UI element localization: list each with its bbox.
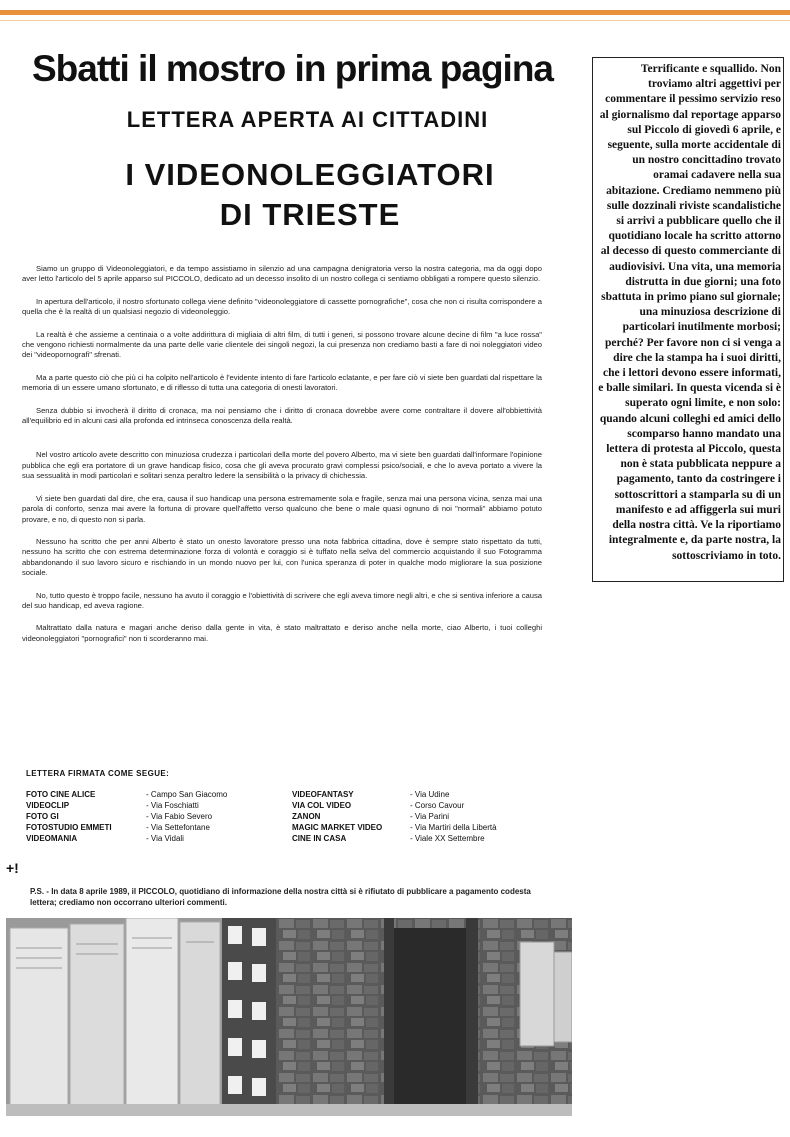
top-accent-bar [0, 10, 790, 15]
signatories-right-names [292, 789, 382, 844]
signatory-address: - Via Settefontane [146, 823, 210, 832]
signatory-name: VIDEOFANTASY [292, 790, 354, 799]
authors-line-1: I VIDEONOLEGGIATORI [125, 157, 495, 192]
signatory-name: MAGIC MARKET VIDEO [292, 823, 383, 832]
signatory-name: VIA COL VIDEO [292, 801, 352, 810]
signatories-heading: LETTERA FIRMATA COME SEGUE: [26, 769, 170, 778]
signatory-address: - Campo San Giacomo [146, 790, 228, 799]
letter-paragraph: In apertura dell'articolo, il nostro sfortunato collega viene definito "videonoleggiatore di cassette pornografiche", cosa che non ci risulta corrispondere a quella che è la realtà di un qualsiasi negozio di videonoleggio. [22, 296, 542, 317]
letter-paragraph: Senza dubbio si invocherà il diritto di cronaca, ma noi pensiamo che i diritto di cronaca dovrebbe avere come contraltare il dovere all'obbiettività all'equilibrio ed in alcuni casi alla profonda ed intrinseca conoscenza della realtà. [22, 405, 542, 426]
letter-paragraph: No, tutto questo è troppo facile, nessuno ha avuto il coraggio e l'obiettività di scrivere che egli aveva timore negli altri, e che si sentiva inferiore a causa del suo handicap, ed aveva ragione. [22, 590, 542, 610]
signatory-name: VIDEOMANIA [26, 834, 78, 843]
editorial-box-text: Terrificante e squallido. Non troviamo altri aggettivi per commentare il pessimo servizio reso al giornalismo dal reportage apparso sul Piccolo di giovedì 6 aprile, e seguente, sulla morte accidentale di un nostro concittadino trovato oramai cadavere nella sua abitazione. Crediamo nemmeno più sulle dozzinali riviste scandalistiche si arrivi a pubblicare quello che il quotidiano locale ha scritto attorno al decesso di questo commerciante di audiovisivi. Una vita, una memoria distrutta in due giorni; una foto sbattuta in primo piano sul giornale; una minuziosa descrizione di particolari inutilmente morbosi; perché? Per favore non ci si venga a dire che la stampa ha i suoi diritti, che i lettori devono essere informati, e balle similari. In questa vicenda si è superato ogni limite, e non solo: quando alcuni colleghi ed amici dello scomparso hanno mandato una lettera di protesta al Piccolo, questa non è stata pubblicata neppure a pagamento, tanto da costringere i sottoscrittori a stamparla su di un manifesto e ad affiggerla sui muri della nostra città. Ve la riportiamo integralmente e, da parte nostra, la sottoscriviamo in toto. [598, 63, 781, 562]
signatory-name: VIDEOCLIP [26, 801, 70, 810]
top-accent-line [0, 20, 790, 21]
street-poster-photo [6, 918, 572, 1116]
signatory-address: - Via Fabio Severo [146, 812, 213, 821]
signatory-name: CINE IN CASA [292, 834, 347, 843]
authors-line-2: DI TRIESTE [219, 197, 401, 232]
headline: Sbatti il mostro in prima pagina [31, 48, 553, 89]
signatories-left-addresses [146, 789, 227, 844]
signatory-address: - Via Parini [410, 812, 449, 821]
subtitle: LETTERA APERTA AI CITTADINI [126, 107, 489, 132]
authors-heading [100, 155, 520, 235]
signatory-name: ZANON [292, 812, 321, 821]
signatory-address: - Via Foschiatti [146, 801, 199, 810]
letter-body [22, 264, 542, 656]
letter-paragraph: Vi siete ben guardati dal dire, che era, causa il suo handicap una persona estremamente sola e fragile, senza mai una persona vicina, senza mai una parola di conforto, senza mai avere la fortuna di provare quell'affetto verso qualcuno che bene o male quasi ognuno di noi "normali" abbiamo potuto provare, e no, di questo non si parla. [22, 493, 542, 524]
signatory-name: FOTOSTUDIO EMMETI [26, 823, 112, 832]
signatory-name: FOTO GI [26, 812, 59, 821]
signatories-left-names [26, 789, 112, 844]
signatory-address: - Via Martiri della Libertà [410, 823, 497, 832]
signatory-address: - Via Vidali [146, 834, 184, 843]
letter-paragraph: Maltrattato dalla natura e magari anche deriso dalla gente in vita, è stato maltrattato e deriso anche nella morte, ciao Alberto, i tuoi colleghi videonoleggiatori "pornografici" non ti scorderanno mai. [22, 623, 542, 643]
handwritten-mark: +! [6, 860, 19, 876]
photo-illustration [6, 918, 572, 1116]
letter-paragraph: Siamo un gruppo di Videonoleggiatori, e da tempo assistiamo in silenzio ad una campagna denigratoria verso la nostra categoria, ma da oggi dopo aver letto l'articolo del 5 aprile apparso sul PICCOLO, dedicato ad un decesso insolito di un nostro collega ci sentiamo obbligati a rompere questo silenzio. [22, 264, 542, 284]
signatory-address: - Via Udine [410, 790, 450, 799]
signatories-right-addresses [410, 789, 497, 844]
signatory-address: - Viale XX Settembre [410, 834, 485, 843]
signatory-name: FOTO CINE ALICE [26, 790, 96, 799]
letter-paragraph: Nel vostro articolo avete descritto con minuziosa crudezza i particolari della morte del povero Alberto, ma vi siete ben guardati dall'informare l'opinione pubblica che egli era portatore di un grave handicap fisico, cosa che gli aveva procurato gravi complessi psico/sociali, e che lo aveva portato a vivere la sua sessualità in modi particolari e solitari senza peraltro ledere la sensibilità o la privacy di chichessia. [22, 450, 542, 481]
signatory-address: - Corso Cavour [410, 801, 465, 810]
postscript: P.S. - In data 8 aprile 1989, il PICCOLO, quotidiano di informazione della nostra città si è rifiutato di pubblicare a pagamento codesta lettera; crediamo non occorrano ulteriori commenti. [30, 887, 531, 907]
letter-paragraph: La realtà è che assieme a centinaia o a volte addirittura di migliaia di altri film, di tutti i generi, si possono trovare alcune decine di film "a luce rossa" che vengono richiesti normalmente da una parte delle varie clientele dei singoli negozi, la cui presenza non crediamo basti a fare di noi noleggiatori video dei "videopornografi" sfrenati. [22, 329, 542, 360]
letter-paragraph: Nessuno ha scritto che per anni Alberto è stato un onesto lavoratore presso una nota fabbrica cittadina, dove è sempre stato rispettato da tutti, nessuno ha scritto che con estrema determinazione forza di volontà e coraggio si è tuffato nella selva del commercio acquistando il suo Fotogramma abbandonando il suo lavoro sicuro e rischiando in un mondo nuovo per lui, con l'unica speranza di poter in qualche modo migliorare la sua posizione sociale. [22, 536, 542, 578]
letter-paragraph: Ma a parte questo ciò che più ci ha colpito nell'articolo è l'evidente intento di fare l'articolo eclatante, e per fare ciò vi siete ben guardati dal rispettare la memoria di un essere umano sfortunato, e di riflesso di tutta una categoria di onesti lavoratori. [22, 372, 542, 393]
